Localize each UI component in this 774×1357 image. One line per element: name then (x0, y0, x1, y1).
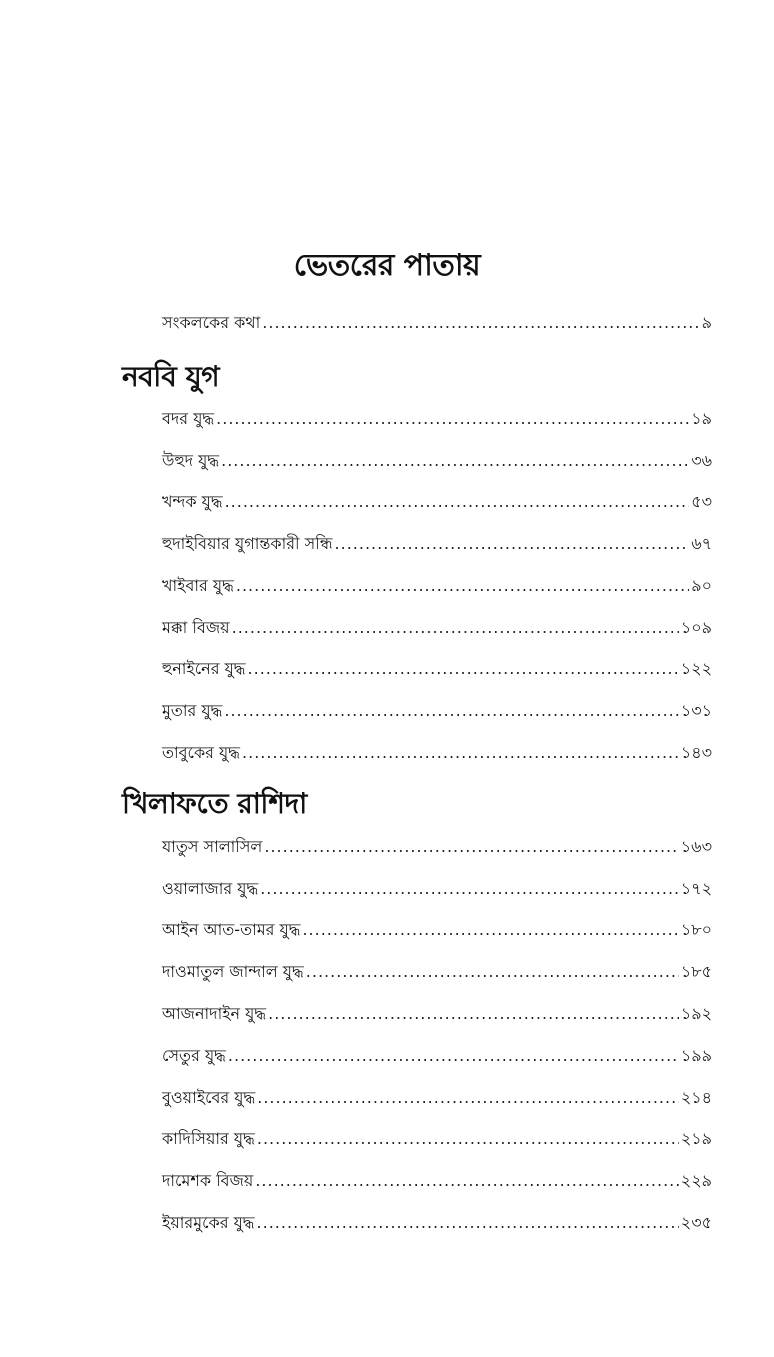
toc-entry-title: সংকলকের কথা (162, 313, 261, 332)
toc-entry-title: হুদাইবিয়ার যুগান্তকারী সন্ধি (162, 534, 333, 553)
toc-entry-page: ১৯২ (680, 1004, 712, 1023)
toc-leader-dots (255, 1168, 678, 1194)
toc-entry-page: ১৮০ (680, 920, 712, 939)
toc-leader-dots (264, 834, 678, 860)
section-heading: নববি যুগ (122, 360, 220, 393)
toc-entry[interactable] (162, 1043, 712, 1069)
toc-entry[interactable] (162, 448, 712, 474)
toc-entry-title: আইন আত-তামর যুদ্ধ (162, 920, 301, 939)
toc-entry[interactable] (162, 406, 712, 432)
toc-entry-page: ১৩১ (680, 701, 712, 720)
toc-entry[interactable] (162, 489, 712, 515)
toc-leader-dots (257, 1085, 679, 1111)
toc-entry-title: মক্কা বিজয় (162, 618, 230, 637)
toc-entry[interactable] (162, 615, 712, 641)
toc-entry-title: বুওয়াইবের যুদ্ধ (162, 1088, 256, 1107)
toc-entry[interactable] (162, 1210, 712, 1236)
toc-leader-dots (302, 917, 678, 943)
toc-entry-page: ২১৪ (680, 1088, 712, 1107)
toc-entry[interactable] (162, 1126, 712, 1152)
page-title: ভেতরের পাতায় (293, 248, 481, 283)
toc-leader-dots (268, 1001, 679, 1027)
toc-leader-dots (221, 448, 689, 474)
toc-leader-dots (242, 740, 679, 766)
toc-leader-dots (260, 876, 679, 902)
toc-leader-dots (224, 698, 678, 724)
toc-entry-page: ৯ (701, 313, 712, 332)
toc-entry-title: মুতার যুদ্ধ (162, 701, 223, 720)
toc-entry-page: ১৯ (691, 409, 712, 428)
toc-entry-page: ৩৬ (691, 451, 712, 470)
toc-entry[interactable] (162, 1001, 712, 1027)
toc-entry-page: ২২৯ (680, 1171, 712, 1190)
toc-entry-title: দাওমাতুল জান্দাল যুদ্ধ (162, 962, 304, 981)
toc-entry-title: ইয়ারমুকের যুদ্ধ (162, 1213, 255, 1232)
toc-entry-page: ৬৭ (691, 534, 712, 553)
toc-entry-page: ৫৩ (691, 492, 712, 511)
toc-entry-page: ৯০ (691, 576, 712, 595)
toc-entry-title: কাদিসিয়ার যুদ্ধ (162, 1129, 255, 1148)
toc-entry-page: ১০৯ (680, 618, 712, 637)
toc-entry-page: ১৮৫ (680, 962, 712, 981)
toc-entry-title: সেতুর যুদ্ধ (162, 1046, 226, 1065)
toc-entry-title: উহুদ যুদ্ধ (162, 451, 220, 470)
toc-leader-dots (225, 489, 690, 515)
toc-entry-title: হুনাইনের যুদ্ধ (162, 659, 246, 678)
toc-entry[interactable] (162, 876, 712, 902)
toc-entry[interactable] (162, 531, 712, 557)
toc-leader-dots (228, 1043, 679, 1069)
toc-entry-page: ১৯৯ (680, 1046, 712, 1065)
toc-leader-dots (232, 615, 679, 641)
toc-entry-title: খন্দক যুদ্ধ (162, 492, 223, 511)
toc-entry-intro[interactable] (162, 310, 712, 336)
toc-leader-dots (257, 1210, 679, 1236)
toc-leader-dots (257, 1126, 679, 1152)
toc-entry-title: দামেশক বিজয় (162, 1171, 254, 1190)
toc-entry[interactable] (162, 834, 712, 860)
toc-entry[interactable] (162, 656, 712, 682)
toc-entry[interactable] (162, 740, 712, 766)
toc-leader-dots (306, 959, 679, 985)
toc-leader-dots (236, 573, 689, 599)
toc-entry[interactable] (162, 573, 712, 599)
toc-entry-title: যাতুস সালাসিল (162, 837, 263, 856)
toc-entry-title: আজনাদাইন যুদ্ধ (162, 1004, 267, 1023)
toc-leader-dots (216, 406, 689, 432)
toc-entry-page: ১২২ (680, 659, 712, 678)
toc-entry-page: ২৩৫ (680, 1213, 712, 1232)
toc-entry-title: তাবুকের যুদ্ধ (162, 743, 241, 762)
toc-entry-title: ওয়ালাজার যুদ্ধ (162, 879, 259, 898)
toc-entry[interactable] (162, 1168, 712, 1194)
toc-entry-page: ২১৯ (680, 1129, 712, 1148)
toc-entry-page: ১৭২ (680, 879, 712, 898)
section-heading: খিলাফতে রাশিদা (122, 787, 307, 820)
toc-entry[interactable] (162, 917, 712, 943)
toc-leader-dots (248, 656, 679, 682)
toc-entry-page: ১৪৩ (680, 743, 712, 762)
toc-entry-title: খাইবার যুদ্ধ (162, 576, 234, 595)
toc-entry[interactable] (162, 698, 712, 724)
toc-leader-dots (335, 531, 690, 557)
toc-entry-page: ১৬৩ (680, 837, 712, 856)
toc-leader-dots (262, 310, 699, 336)
toc-entry[interactable] (162, 1085, 712, 1111)
toc-entry[interactable] (162, 959, 712, 985)
toc-entry-title: বদর যুদ্ধ (162, 409, 215, 428)
